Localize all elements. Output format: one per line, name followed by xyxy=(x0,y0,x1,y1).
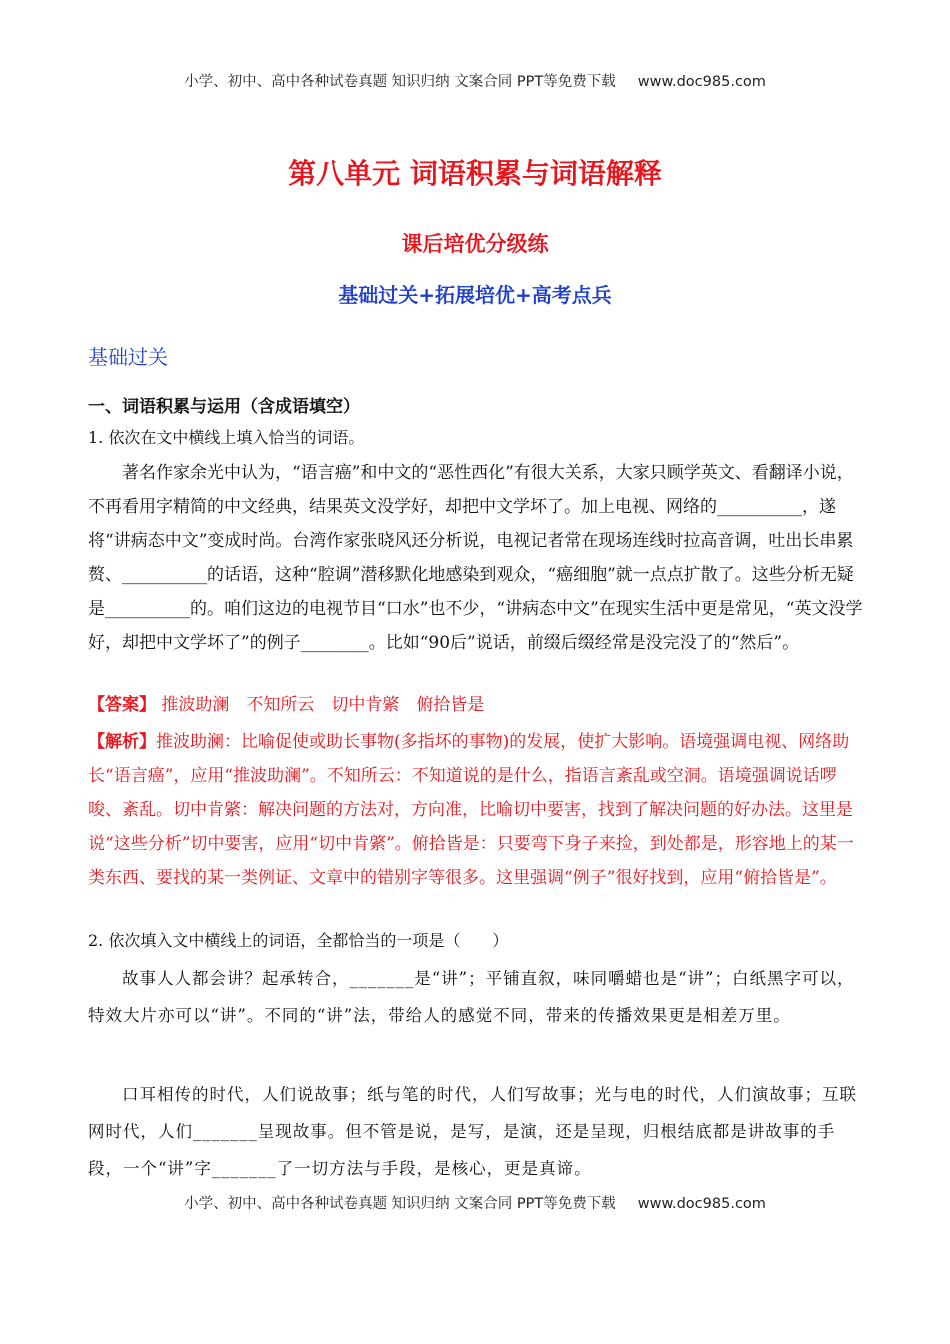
question-1-passage: 著名作家余光中认为，“语言癌”和中文的“恶性西化”有很大关系，大家只顾学英文、看翻译小说，不再看用字精简的中文经典，结果英文没学好，却把中文学坏了。加上电视、网络的__________，遂将“讲病态中文”变成时尚。台湾作家张晓风还分析说，电视记者常在现场连线时拉高音调，吐出长串累赘、__________的话语，这种“腔调”潜移默化地感染到观众，“癌细胞”就一点点扩散了。这些分析无疑是__________的。咱们这边的电视节目“口水”也不少，“讲病态中文”在现实生活中更是常见，“英文没学好，却把中文学坏了”的例子________。比如“90后”说话，前缀后缀经常是没完没了的“然后”。 xyxy=(88,463,863,653)
page-footer xyxy=(0,1192,950,1213)
page-title: 第八单元 词语积累与词语解释 xyxy=(288,157,662,190)
answer-text: 推波助澜 不知所云 切中肯綮 俯拾皆是 xyxy=(161,695,485,715)
header-text: 小学、初中、高中各种试卷真题 知识归纳 文案合同 PPT等免费下载 xyxy=(184,74,616,90)
footer-text: 小学、初中、高中各种试卷真题 知识归纳 文案合同 PPT等免费下载 xyxy=(184,1196,616,1212)
header-url[interactable]: www.doc985.com xyxy=(637,74,766,90)
answer-label: 【答案】 xyxy=(88,695,156,715)
question-1-analysis xyxy=(88,725,868,895)
footer-url[interactable]: www.doc985.com xyxy=(637,1196,766,1212)
page-subtitle-levels: 基础过关+拓展培优+高考点兵 xyxy=(338,283,612,307)
question-2-paragraph-2: 口耳相传的时代，人们说故事；纸与笔的时代，人们写故事；光与电的时代，人们演故事；互联网时代，人们_______呈现故事。但不管是说，是写，是演，还是呈现，归根结底都是讲故事的手段，一个“讲”字_______了一切方法与手段，是核心，更是真谛。 xyxy=(88,1085,857,1178)
page-subtitle: 课后培优分级练 xyxy=(401,232,549,256)
question-2-prompt: 2. 依次填入文中横线上的词语，全都恰当的一项是（ ） xyxy=(88,931,509,950)
question-1-prompt: 1. 依次在文中横线上填入恰当的词语。 xyxy=(88,428,365,447)
page-header xyxy=(0,70,950,91)
section-heading: 基础过关 xyxy=(88,345,168,369)
analysis-label: 【解析】 xyxy=(88,732,156,752)
analysis-text: 推波助澜：比喻促使或助长事物(多指坏的事物)的发展，使扩大影响。语境强调电视、网络助长“语言癌”，应用“推波助澜”。不知所云：不知道说的是什么，指语言紊乱或空洞。语境强调说话啰唆、紊乱。切中肯綮：解决问题的方法对，方向准，比喻切中要害，找到了解决问题的好办法。这里是说“这些分析”切中要害，应用“切中肯綮”。俯拾皆是：只要弯下身子来捡，到处都是，形容地上的某一类东西、要找的某一类例证、文章中的错别字等很多。这里强调“例子”很好找到，应用“俯拾皆是”。 xyxy=(88,732,854,888)
part1-heading: 一、词语积累与运用（含成语填空） xyxy=(88,397,360,417)
question-2-paragraph-1: 故事人人都会讲？起承转合，_______是“讲”；平铺直叙，味同嚼蜡也是“讲”；白纸黑字可以，特效大片亦可以“讲”。不同的“讲”法，带给人的感觉不同，带来的传播效果更是相差万里。 xyxy=(88,969,855,1025)
question-1-answer xyxy=(88,690,868,715)
